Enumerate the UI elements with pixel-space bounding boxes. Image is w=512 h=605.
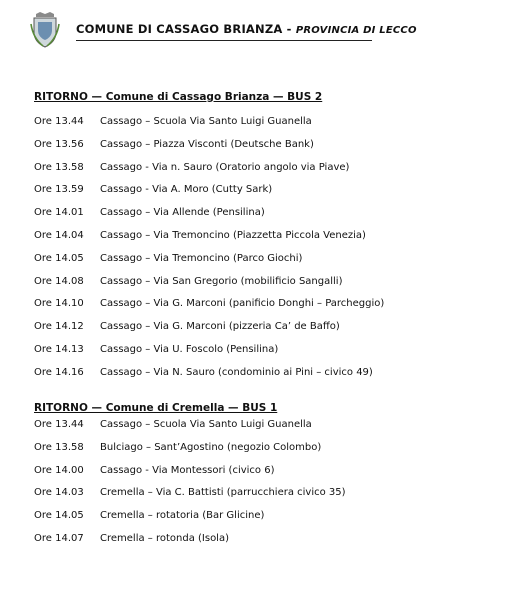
header-rule xyxy=(76,40,372,41)
departure-time: Ore 14.01 xyxy=(34,207,84,219)
departure-time: Ore 13.58 xyxy=(34,441,84,453)
departure-time: Ore 14.05 xyxy=(34,510,84,522)
departure-time: Ore 14.12 xyxy=(34,321,84,333)
bus-stop: Cremella – rotatoria (Bar Glicine) xyxy=(100,510,265,522)
bus-stop: Bulciago – Sant’Agostino (negozio Colombo) xyxy=(100,441,322,453)
departure-time: Ore 13.44 xyxy=(34,419,84,430)
departure-time: Ore 14.05 xyxy=(34,252,84,264)
bus-stop: Cassago – Via U. Foscolo (Pensilina) xyxy=(100,344,279,355)
bus-stop: Cassago - Via Montessori (civico 6) xyxy=(100,464,275,476)
bus-stop: Cassago – Via Tremoncino (Piazzetta Piccola Venezia) xyxy=(100,230,366,241)
departure-time: Ore 14.16 xyxy=(34,366,84,378)
municipality-name: COMUNE DI CASSAGO BRIANZA - xyxy=(76,22,296,36)
bus-stop: Cassago – Via Allende (Pensilina) xyxy=(100,207,265,219)
bus-stop: Cassago – Scuola Via Santo Luigi Guanella xyxy=(100,419,312,430)
bus-stop: Cremella – Via C. Battisti (parrucchiera civico 35) xyxy=(100,487,346,499)
departure-time: Ore 14.03 xyxy=(34,487,84,499)
departure-time: Ore 14.04 xyxy=(34,230,84,241)
bus-stop: Cassago - Via n. Sauro (Oratorio angolo via Piave) xyxy=(100,161,350,173)
departure-time: Ore 14.13 xyxy=(34,344,84,355)
departure-time: Ore 14.08 xyxy=(34,275,84,287)
province-name: PROVINCIA DI LECCO xyxy=(295,25,417,36)
municipal-crest-icon xyxy=(30,12,60,48)
departure-time: Ore 13.59 xyxy=(34,184,84,196)
bus-stop: Cassago – Scuola Via Santo Luigi Guanella xyxy=(100,116,312,127)
section-title: RITORNO — Comune di Cremella — BUS 1 xyxy=(34,402,278,414)
bus-stop: Cassago - Via A. Moro (Cutty Sark) xyxy=(100,184,273,196)
bus-stop: Cassago – Via N. Sauro (condominio ai Pini – civico 49) xyxy=(100,366,373,378)
departure-time: Ore 13.44 xyxy=(34,116,84,127)
bus-stop: Cassago – Piazza Visconti (Deutsche Bank) xyxy=(100,138,314,150)
bus-stop: Cassago – Via G. Marconi (pizzeria Ca’ de Baffo) xyxy=(100,321,340,333)
header-title xyxy=(76,22,417,36)
departure-time: Ore 14.10 xyxy=(34,298,84,310)
departure-time: Ore 13.58 xyxy=(34,161,84,173)
document-header xyxy=(30,12,417,48)
departure-time: Ore 13.56 xyxy=(34,138,84,150)
bus-stop: Cassago – Via San Gregorio (mobilificio Sangalli) xyxy=(100,275,343,287)
departure-time: Ore 14.00 xyxy=(34,464,84,476)
bus-stop: Cassago – Via Tremoncino (Parco Giochi) xyxy=(100,252,303,264)
section-title: RITORNO — Comune di Cassago Brianza — BUS 2 xyxy=(34,91,323,103)
departure-time: Ore 14.07 xyxy=(34,533,84,544)
bus-stop: Cremella – rotonda (Isola) xyxy=(100,533,229,544)
bus-stop: Cassago – Via G. Marconi (panificio Donghi – Parcheggio) xyxy=(100,298,385,310)
